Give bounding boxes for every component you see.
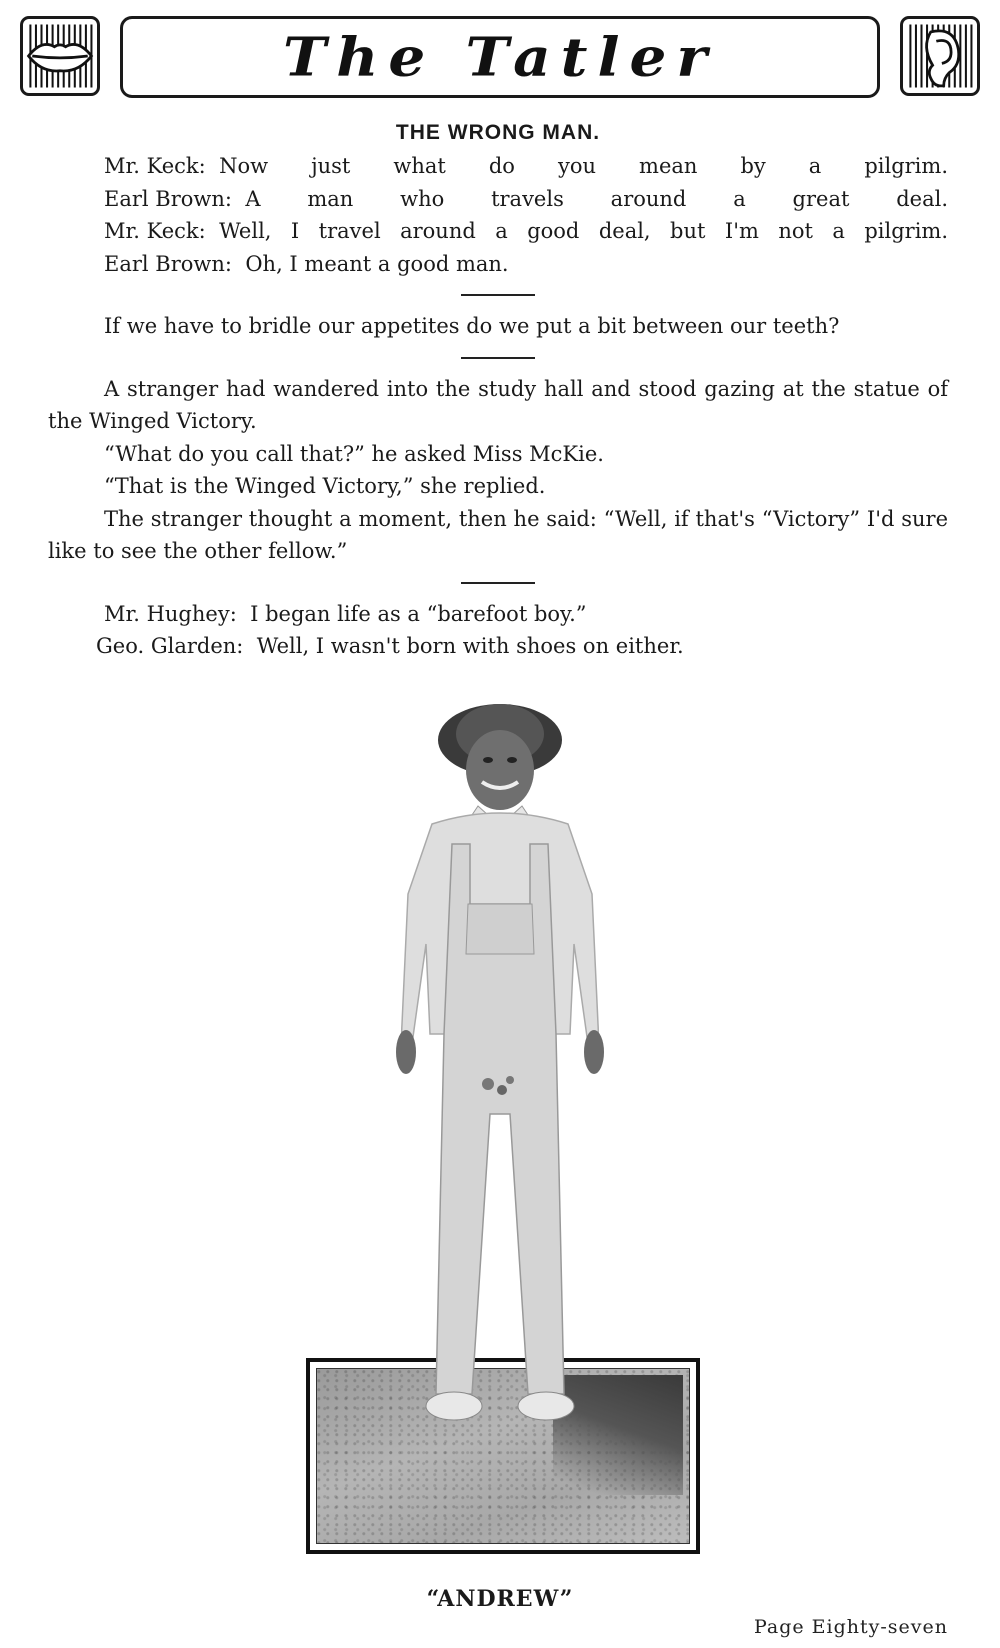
story-line: “What do you call that?” he asked Miss McKie. xyxy=(104,441,604,466)
speech-text: I began life as a “barefoot boy.” xyxy=(250,601,587,626)
story-paragraph: A stranger had wandered into the study hall and stood gazing at the statue of the Winged Victory. xyxy=(48,376,948,433)
speaker-name: Earl Brown xyxy=(104,186,225,211)
speaker-name: Mr. Keck xyxy=(104,154,199,178)
lips-icon xyxy=(20,16,100,96)
speech-text: Oh, I meant a good man. xyxy=(245,251,509,276)
dialogue-line: Mr. Keck : Now just what do you mean by a pilgrim. xyxy=(48,150,948,183)
section-divider xyxy=(461,582,535,584)
speaker-name: Mr. Keck xyxy=(104,219,199,243)
dialogue-line: Geo. Glarden : Well, I wasn't born with shoes on either. xyxy=(48,630,948,663)
story-paragraph: The stranger thought a moment, then he said: “Well, if that's “Victory” I'd sure like to see the other fellow.” xyxy=(48,506,948,563)
speaker-name: Mr. Hughey xyxy=(104,601,230,626)
section-divider xyxy=(461,294,535,296)
speech-text: Now just what do you mean by a pilgrim. xyxy=(219,154,948,178)
article-text xyxy=(48,118,948,663)
speaker-name: Geo. Glarden xyxy=(96,634,237,658)
story-line: “That is the Winged Victory,” she replied. xyxy=(104,474,546,498)
ear-icon xyxy=(900,16,980,96)
dialogue-line: Mr. Keck : Well, I travel around a good deal, but I'm not a pilgrim. xyxy=(48,215,948,248)
dialogue-line: Earl Brown : Oh, I meant a good man. xyxy=(48,248,948,281)
speech-text: A man who travels around a great deal. xyxy=(245,186,948,211)
photo-figure xyxy=(360,694,640,1514)
masthead-title-box xyxy=(120,16,880,98)
joke-paragraph: If we have to bridle our appetites do we put a bit between our teeth? xyxy=(104,314,840,338)
section-divider xyxy=(461,357,535,359)
photo-caption: “ANDREW” xyxy=(426,1586,574,1612)
dialogue-line: Earl Brown : A man who travels around a great deal. xyxy=(48,183,948,216)
masthead-title: The Tatler xyxy=(283,25,717,89)
speech-text: Well, I wasn't born with shoes on either. xyxy=(256,634,684,658)
dialogue-line: Mr. Hughey : I began life as a “barefoot boy.” xyxy=(48,598,948,631)
speaker-name: Earl Brown xyxy=(104,251,225,276)
speech-text: Well, I travel around a good deal, but I'm not a pilgrim. xyxy=(219,219,948,243)
page-number: Page Eighty-seven xyxy=(753,1616,948,1638)
masthead xyxy=(20,16,980,102)
joke-heading: THE WRONG MAN. xyxy=(395,121,601,144)
